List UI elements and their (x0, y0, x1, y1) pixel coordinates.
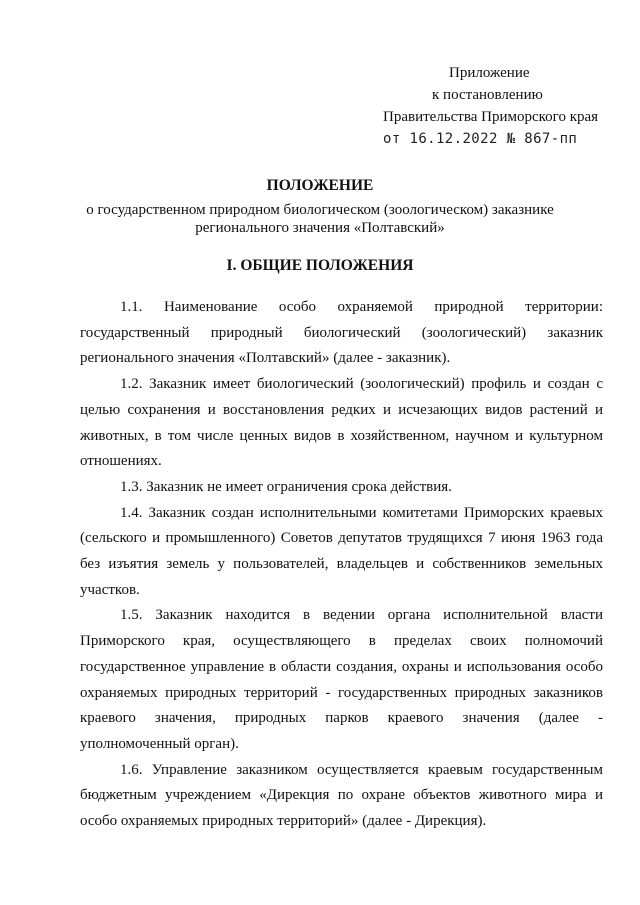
paragraph-1-3: 1.3. Заказник не имеет ограничения срока действия. (120, 478, 452, 495)
paragraph-1-4: 1.4. Заказник создан исполнительными комитетами Приморских краевых (сельского и промышленного) Советов депутатов трудящихся 7 июня 1963 года без изъятия земель у пользователей, владельцев и собственников земельных участков. (80, 504, 603, 598)
document-title: ПОЛОЖЕНИЕ (266, 177, 374, 194)
appendix-government: Правительства Приморского края (383, 109, 599, 125)
title-block (60, 173, 580, 237)
paragraph-1-2: 1.2. Заказник имеет биологический (зоологический) профиль и создан с целью сохранения и восстановления редких и исчезающих видов растений и животных, в том числе ценных видов в хозяйственном, научном и культурном отношениях. (80, 376, 603, 470)
appendix-resolution-ref: к постановлению (432, 87, 543, 103)
appendix-label: Приложение (449, 65, 530, 81)
document-subtitle: о государственном природном биологическом (зоологическом) заказнике регионального значения «Полтавский» (86, 202, 554, 236)
section-heading: I. ОБЩИЕ ПОЛОЖЕНИЯ (226, 257, 414, 274)
appendix-date-number: от 16.12.2022 № 867-пп (383, 131, 578, 147)
paragraph-1-6: 1.6. Управление заказником осуществляется краевым государственным бюджетным учреждением «Дирекция по охране объектов животного мира и особо охраняемых природных территорий» (далее - Дирекция). (80, 761, 603, 830)
paragraph-1-1: 1.1. Наименование особо охраняемой природной территории: государственный природный биологический (зоологический) заказник регионального значения «Полтавский» (далее - заказник). (80, 299, 603, 367)
paragraph-1-5: 1.5. Заказник находится в ведении органа исполнительной власти Приморского края, осуществляющего в пределах своих полномочий государственное управление в области создания, охраны и использования особо охраняемых природных территорий - государственных природных заказников краевого значения, природных парков краевого значения (далее - уполномоченный орган). (80, 607, 603, 752)
appendix-block (383, 62, 613, 150)
section-body (80, 295, 603, 835)
